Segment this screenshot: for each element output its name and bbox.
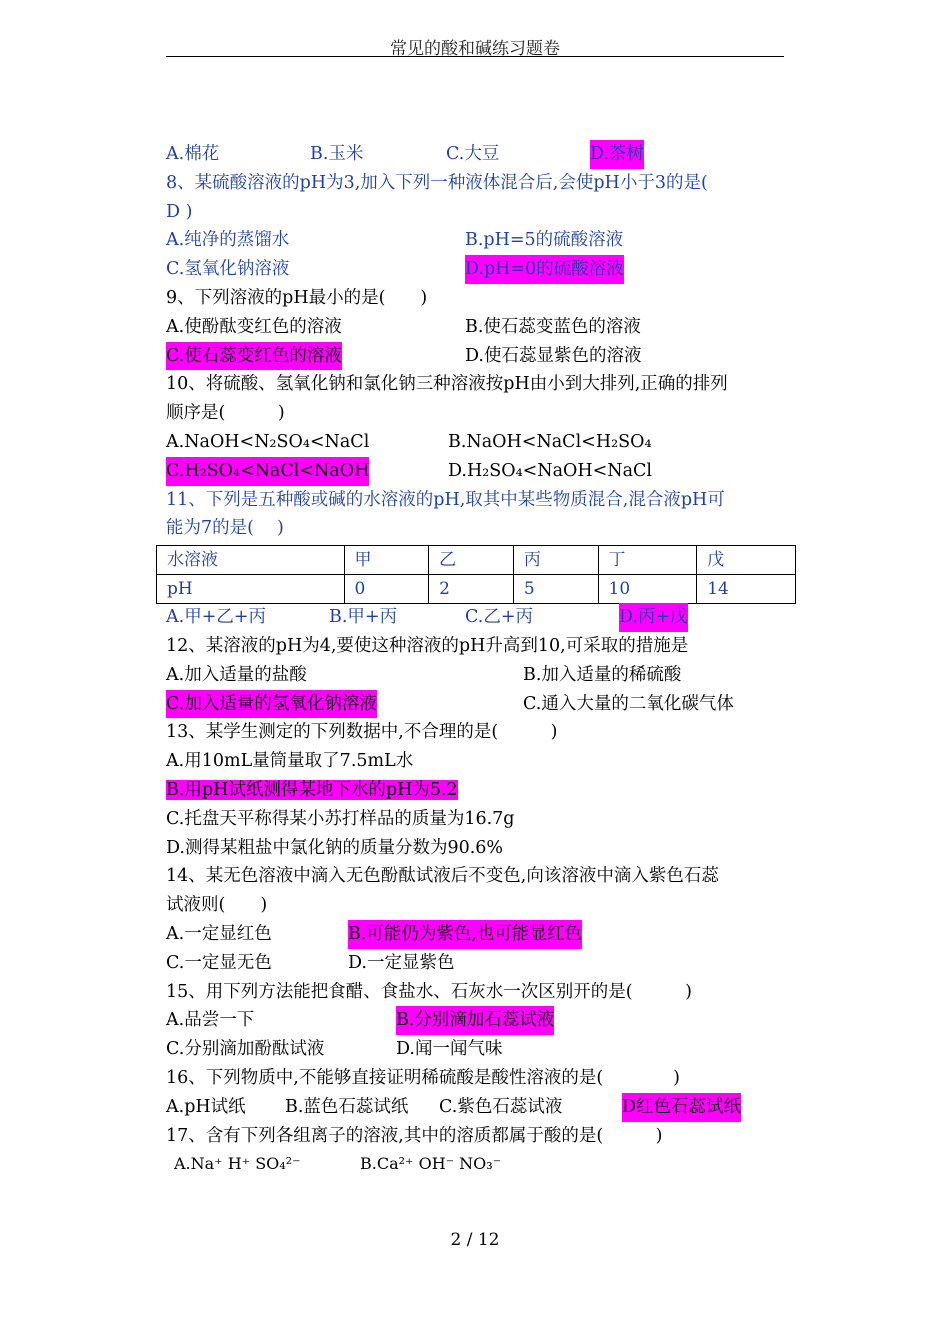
q7-option-b: B.玉米 [310,144,364,164]
table-cell: 丙 [513,546,598,575]
q8-stem-cont: D ) [166,201,193,222]
table-cell: 2 [429,575,514,604]
q14-option-b: B.可能仍为紫色,也可能显红色 [348,920,582,949]
q11-ph-table-wrapper [166,543,806,603]
q15-stem: 15、用下列方法能把食醋、食盐水、石灰水一次区别开的是( ) [166,981,692,1002]
table-cell: pH [157,575,345,604]
q15-options-row-1 [166,1006,806,1035]
q15-option-a: A.品尝一下 [166,1010,255,1031]
q10-stem-cont: 顺序是( ) [166,403,285,424]
q8-option-d: D.pH=0的硫酸溶液 [465,255,624,284]
q15-option-b: B.分别滴加石蕊试液 [396,1006,554,1035]
q14-stem: 14、某无色溶液中滴入无色酚酞试液后不变色,向该溶液中滴入紫色石蕊 [166,866,719,887]
q7-option-d: D.茶树 [590,140,644,169]
table-cell: 14 [697,575,796,604]
q8-options-row-2 [166,255,806,284]
q10-options-row-2 [166,457,806,486]
q12-option-b: B.加入适量的稀硫酸 [523,664,682,685]
table-cell: 0 [344,575,429,604]
page-header-title: 常见的酸和碱练习题卷 [390,39,560,59]
q8-option-c: C.氢氧化钠溶液 [166,259,290,280]
table-cell: 丁 [598,546,697,575]
q16-option-c: C.紫色石蕊试液 [439,1096,563,1117]
q10-stem: 10、将硫酸、氢氧化钠和氯化钠三种溶液按pH由小到大排列,正确的排列 [166,374,728,395]
q16-option-a: A.pH试纸 [166,1096,246,1117]
table-cell: 甲 [344,546,429,575]
table-cell: 乙 [429,546,514,575]
q17-option-b: B.Ca²⁺ OH⁻ NO₃⁻ [360,1154,502,1174]
q10-option-c: C.H₂SO₄<NaCl<NaOH [166,457,369,486]
q12-options-row-1 [166,661,806,690]
q8-stem: 8、某硫酸溶液的pH为3,加入下列一种液体混合后,会使pH小于3的是( [166,172,708,193]
q16-options-row [166,1093,806,1122]
q14-options-row-1 [166,920,806,949]
header-rule [166,56,784,57]
q12-option-d: C.通入大量的二氧化碳气体 [523,693,734,714]
q11-option-c: C.乙+丙 [465,607,533,628]
q14-stem-cont: 试液则( ) [166,895,268,916]
q10-options-row-1 [166,428,806,457]
q12-option-c: C.加入适量的氢氧化钠溶液 [166,690,377,719]
q14-option-c: C.一定显无色 [166,952,272,973]
table-cell: 水溶液 [157,546,345,575]
q13-option-c: C.托盘天平称得某小苏打样品的质量为16.7g [166,808,515,829]
q17-option-a: A.Na⁺ H⁺ SO₄²⁻ [174,1154,301,1174]
table-row [157,575,796,604]
q11-stem: 11、下列是五种酸或碱的水溶液的pH,取其中某些物质混合,混合液pH可 [166,489,725,510]
q10-option-d: D.H₂SO₄<NaOH<NaCl [448,460,653,481]
q16-option-b: B.蓝色石蕊试纸 [285,1096,409,1117]
q11-ph-table [156,545,796,604]
q14-option-d: D.一定显紫色 [348,952,455,973]
q11-option-a: A.甲+乙+丙 [166,607,267,628]
exercise-content [166,140,806,1179]
q15-options-row-2 [166,1035,806,1064]
q13-option-b: B.用pH试纸测得某地下水的pH为5.2 [166,779,458,800]
q12-options-row-2 [166,690,806,719]
q16-option-d: D红色石蕊试纸 [622,1093,741,1122]
q12-option-a: A.加入适量的盐酸 [166,664,307,685]
q8-options-row-1 [166,226,806,255]
q9-options-row-1 [166,313,806,342]
q9-options-row-2 [166,342,806,371]
table-cell: 5 [513,575,598,604]
q17-stem: 17、含有下列各组离子的溶液,其中的溶质都属于酸的是( ) [166,1125,663,1146]
table-cell: 戊 [697,546,796,575]
q9-option-d: D.使石蕊显紫色的溶液 [465,345,642,366]
q15-option-c: C.分别滴加酚酞试液 [166,1039,325,1060]
q9-stem: 9、下列溶液的pH最小的是( ) [166,287,428,308]
q12-stem: 12、某溶液的pH为4,要使这种溶液的pH升高到10,可采取的措施是 [166,635,689,656]
q16-stem: 16、下列物质中,不能够直接证明稀硫酸是酸性溶液的是( ) [166,1067,680,1088]
q9-option-c: C.使石蕊变红色的溶液 [166,342,342,371]
q9-option-b: B.使石蕊变蓝色的溶液 [465,316,641,337]
q7-option-a: A.棉花 [166,144,220,164]
q13-option-d: D.测得某粗盐中氯化钠的质量分数为90.6% [166,837,504,858]
q13-option-b-row [166,776,806,805]
q11-option-b: B.甲+丙 [329,607,398,628]
q7-option-c: C.大豆 [446,144,500,164]
q9-option-a: A.使酚酞变红色的溶液 [166,316,342,337]
q17-options-row [166,1150,806,1179]
table-header-row [157,546,796,575]
q11-options-row [166,603,806,632]
q8-option-a: A.纯净的蒸馏水 [166,230,290,251]
q13-stem: 13、某学生测定的下列数据中,不合理的是( ) [166,722,558,743]
q10-option-b: B.NaOH<NaCl<H₂SO₄ [448,431,652,452]
q10-option-a: A.NaOH<N₂SO₄<NaCl [166,431,370,452]
q14-option-a: A.一定显红色 [166,923,272,944]
q11-option-d: D.丙+戊 [619,603,688,632]
q13-option-a: A.用10mL量筒量取了7.5mL水 [166,751,414,772]
table-cell: 10 [598,575,697,604]
q15-option-d: D.闻一闻气味 [396,1039,503,1060]
q7-options-row [166,140,806,169]
q8-option-b: B.pH=5的硫酸溶液 [465,230,624,251]
q11-stem-cont: 能为7的是( ) [166,518,284,539]
q14-options-row-2 [166,949,806,978]
page-number: 2 / 12 [450,1230,500,1250]
